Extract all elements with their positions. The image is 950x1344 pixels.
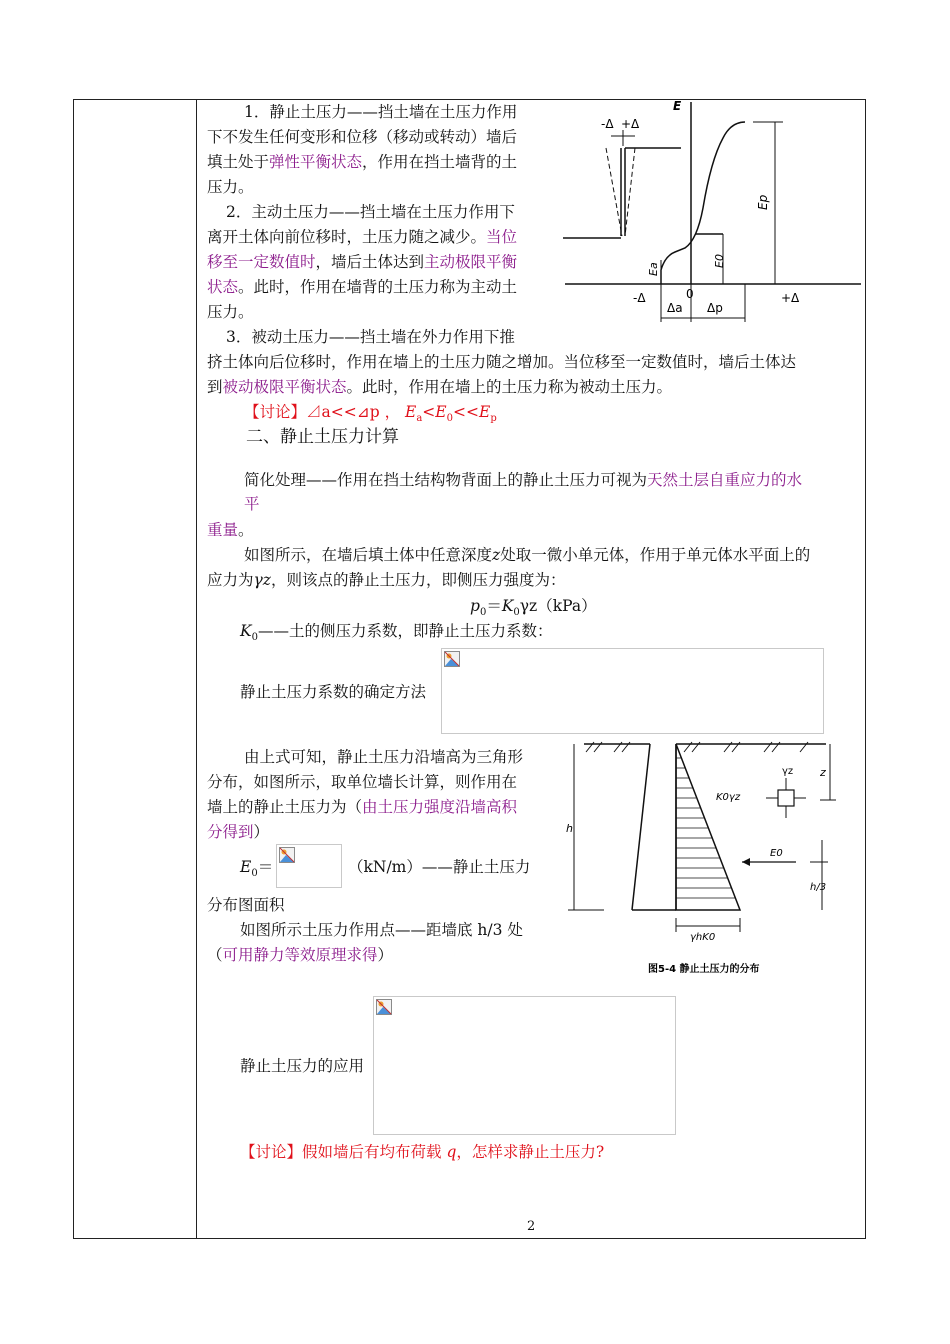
- fig2-label-z: z: [820, 766, 826, 779]
- broken-image-icon: [376, 999, 392, 1015]
- e0-line2: 分布图面积: [207, 896, 285, 914]
- simplify-line1: 简化处理——作用在挡土结构物背面上的静止土压力可视为天然土层自重应力的水: [244, 471, 803, 489]
- k0-definition: $K_0——$土的侧压力系数，即静止土压力系数：: [240, 622, 553, 644]
- triangle-line4: 分得到）: [207, 823, 270, 841]
- para2-line4: 状态。此时，作用在墙背的土压力称为主动土: [207, 278, 518, 296]
- fig1-label-posD: +Δ: [781, 291, 800, 305]
- figure-desc-line1: 如图所示，在墙后填土体中任意深度z处取一微小单元体，作用于单元体水平面上的: [244, 546, 811, 564]
- k0-method-label: 静止土压力系数的确定方法: [240, 683, 427, 701]
- fig2-label-h: h: [566, 822, 573, 835]
- discussion-1: 【讨论】⊿a<<⊿p ， $E_a<E_0<<E_p$: [244, 403, 497, 425]
- term-passive-limit: 被动极限平衡状态: [222, 378, 347, 396]
- para3-line2: 挤土体向后位移时，作用在墙上的土压力随之增加。当位移至一定数值时，墙后土体达: [207, 353, 797, 371]
- fig2-label-E0: E0: [770, 848, 783, 859]
- fig1-axis-E: E: [673, 100, 682, 113]
- fig1-label-Ea: Ea: [647, 262, 660, 276]
- simplify-line3: 重量。: [207, 521, 254, 539]
- fig1-label-da: Δa: [667, 301, 683, 315]
- figure-earth-pressure-displacement: [563, 100, 865, 330]
- para2-line5: 压力。: [207, 303, 254, 321]
- fig1-label-dp: Δp: [707, 301, 723, 315]
- e0-label: $E_0=$: [240, 858, 274, 880]
- action-point-line1: 如图所示土压力作用点——距墙底 h/3 处: [240, 921, 523, 939]
- triangle-line2: 分布，如图所示，取单位墙长计算，则作用在: [207, 773, 518, 791]
- term-active-limit: 主动极限平衡: [424, 253, 518, 271]
- action-point-line2: （可用静力等效原理求得）: [207, 946, 394, 964]
- para2-line2: 离开土体向前位移时，土压力随之减少。当位: [207, 228, 518, 246]
- e0-formula-image-placeholder: [276, 844, 342, 888]
- figure-desc-line2: 应力为γz，则该点的静止土压力，即侧压力强度为：: [207, 571, 566, 589]
- fig1-label-E0: E0: [713, 254, 726, 268]
- fig2-caption: 图5-4 静止土压力的分布: [648, 964, 760, 975]
- para2-line1: 2．主动土压力——挡土墙在土压力作用下: [226, 203, 515, 221]
- fig1-label-zero: 0: [686, 287, 694, 301]
- para1-line1: 1．静止土压力——挡土墙在土压力作用: [244, 103, 518, 121]
- fig1-label-negD: -Δ: [633, 291, 646, 305]
- broken-image-icon: [444, 651, 460, 667]
- para3-line1: 3．被动土压力——挡土墙在外力作用下推: [226, 328, 515, 346]
- para1-line4: 压力。: [207, 178, 254, 196]
- term-elastic-equilibrium: 弹性平衡状态: [269, 153, 363, 171]
- application-label: 静止土压力的应用: [240, 1057, 365, 1075]
- section-heading: 二、静止土压力计算: [246, 427, 399, 447]
- e0-unit-text: （kN/m）——静止土压力: [348, 858, 531, 876]
- page-number: 2: [527, 1219, 536, 1234]
- broken-image-icon: [279, 847, 295, 863]
- fig1-label-pos: +Δ: [621, 117, 640, 131]
- figure-at-rest-pressure-distribution: [564, 738, 854, 980]
- fig2-label-h3: h/3: [810, 882, 827, 893]
- fig2-label-k0gz: K0γz: [716, 792, 741, 803]
- para2-line3: 移至一定数值时，墙后土体达到主动极限平衡: [207, 253, 518, 271]
- formula-p0: $p_0=K_0\gamma z(kPa)$: [470, 597, 597, 619]
- simplify-line2: 平: [244, 495, 260, 513]
- application-image-placeholder: [373, 996, 676, 1135]
- fig1-label-Ep: Ep: [756, 194, 770, 210]
- triangle-line1: 由上式可知，静止土压力沿墙高为三角形: [244, 748, 524, 766]
- para1-line3: 填土处于弹性平衡状态，作用在挡土墙背的土: [207, 153, 518, 171]
- discussion-2: 【讨论】假如墙后有均布荷载 q，怎样求静止土压力?: [240, 1143, 605, 1161]
- triangle-line3: 墙上的静止土压力为（由土压力强度沿墙高积: [207, 798, 518, 816]
- fig2-label-gz: γz: [782, 766, 794, 777]
- para3-line3: 到被动极限平衡状态。此时，作用在墙上的土压力称为被动土压力。: [207, 378, 673, 396]
- para1-line2: 下不发生任何变形和位移（移动或转动）墙后: [207, 128, 518, 146]
- k0-method-image-placeholder: [441, 648, 824, 734]
- fig2-label-base: γhK0: [690, 932, 716, 943]
- table-column-divider: [196, 99, 197, 1239]
- fig1-label-neg: -Δ: [601, 117, 614, 131]
